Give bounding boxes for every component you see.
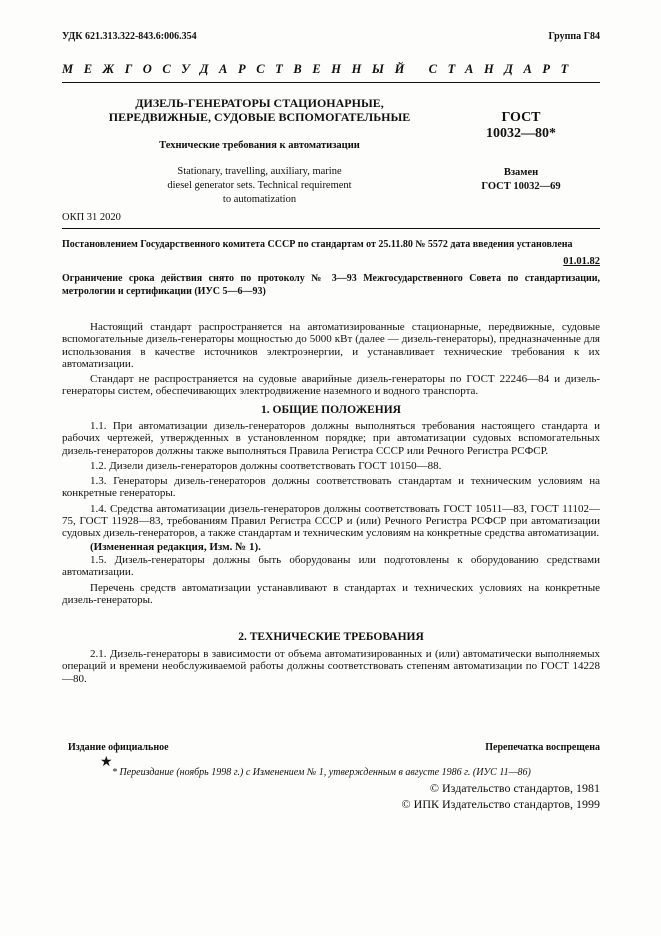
english-title-line-2: diesel generator sets. Technical requirement — [167, 180, 352, 191]
english-title — [92, 165, 427, 207]
intro-paragraph-1: Настоящий стандарт распространяется на автоматизированные стационарные, передвижные, судовые вспомогательные дизель-генераторы мощностью до 5000 кВт (далее — дизель-генераторы), предназначенные для использования в качестве источников электроэнергии, и устанавливает технические требования к их автоматизации. — [62, 321, 600, 370]
section-2-body — [62, 648, 600, 685]
english-title-line-1: Stationary, travelling, auxiliary, marine — [177, 166, 342, 177]
top-rule — [62, 82, 600, 83]
title-line-1: ДИЗЕЛЬ-ГЕНЕРАТОРЫ СТАЦИОНАРНЫЕ, — [135, 96, 384, 110]
standard-banner: МЕЖГОСУДАРСТВЕННЫЙ СТАНДАРТ — [62, 62, 579, 76]
english-title-line-3: to automatization — [222, 194, 297, 205]
section-2-title: 2. ТЕХНИЧЕСКИЕ ТРЕБОВАНИЯ — [238, 631, 424, 643]
gost-number: 10032—80* — [486, 126, 556, 141]
subtitle: Технические требования к автоматизации — [159, 140, 360, 151]
decree-text: Постановлением Государственного комитета СССР по стандартам от 25.11.80 № 5572 дата введения установлена — [62, 239, 573, 250]
clause-1-4: 1.4. Средства автоматизации дизель-генераторов должны соответствовать ГОСТ 10511—83, ГОСТ 11102—75, ГОСТ 11928—83, требованиям Правил Регистра СССР и (или) Речного Регистра РСФСР при автоматизации судовых дизель-генераторов, а также стандартам и техническим условиям на конкретные средства автоматизации. — [62, 502, 600, 540]
clause-2-1: 2.1. Дизель-генераторы в зависимости от объема автоматизированных и (или) автоматически выполняемых операций и времени необслуживаемой работы должны соответствовать степеням автоматизации по ГОСТ 14228—80. — [62, 648, 600, 685]
title-line-2: ПЕРЕДВИЖНЫЕ, СУДОВЫЕ ВСПОМОГАТЕЛЬНЫЕ — [108, 110, 411, 124]
star-icon: ★ — [100, 755, 113, 770]
title-block — [92, 96, 427, 207]
reprint-forbidden: Перепечатка воспрещена — [485, 742, 600, 753]
replace-label: Взамен — [503, 167, 539, 178]
limitation-text: Ограничение срока действия снято по протоколу № 3—93 Межгосударственного Совета по стандартизации, метрологии и сертификации (ИУС 5—6—93) — [62, 273, 600, 297]
group-code: Группа Г84 — [548, 31, 600, 42]
copyright-1981: © Издательство стандартов, 1981 — [429, 781, 600, 795]
clause-1-1: 1.1. При автоматизации дизель-генераторов должны выполняться требования настоящего стандарта и рабочих чертежей, утвержденных в установленном порядке; при автоматизации судовых вспомогательных дизель-генераторов должны также выполняться Правила Регистра СССР или Речного Регистра РСФСР. — [62, 420, 600, 457]
official-edition: Издание официальное — [68, 742, 169, 753]
decree-date: 01.01.82 — [563, 256, 600, 267]
intro-paragraph-2: Стандарт не распространяется на судовые аварийные дизель-генераторы по ГОСТ 22246—84 и дизель-генераторы систем, обеспечивающих электродвижение наземного и водного транспорта. — [62, 373, 600, 398]
replace-block — [462, 166, 580, 194]
reprint-note: * Переиздание (ноябрь 1998 г.) с Изменением № 1, утвержденным в августе 1986 г. (ИУС 11—86) — [112, 767, 531, 778]
clause-1-5: 1.5. Дизель-генераторы должны быть оборудованы или подготовлены к оборудованию средствами автоматизации. — [62, 553, 600, 579]
gost-block — [462, 110, 580, 194]
copyright-1999: © ИПК Издательство стандартов, 1999 — [401, 797, 600, 811]
clause-1-3: 1.3. Генераторы дизель-генераторов должны соответствовать стандартам и техническим условиям на конкретные генераторы. — [62, 475, 600, 500]
section-1-body — [62, 420, 600, 606]
udk-code: УДК 621.313.322-843.6:006.354 — [62, 31, 197, 42]
intro — [62, 321, 600, 398]
replace-number: ГОСТ 10032—69 — [481, 181, 561, 192]
clause-1-5-list: Перечень средств автоматизации устанавливают в стандартах и технических условиях на конкретные дизель-генераторы. — [62, 581, 600, 606]
okp-code: ОКП 31 2020 — [62, 212, 121, 223]
section-1-title: 1. ОБЩИЕ ПОЛОЖЕНИЯ — [261, 404, 401, 416]
amendment-note: (Измененная редакция, Изм. № 1). — [90, 540, 261, 553]
gost-label: ГОСТ — [501, 110, 541, 125]
clause-1-2: 1.2. Дизели дизель-генераторов должны соответствовать ГОСТ 10150—88. — [90, 459, 442, 472]
okp-rule — [62, 228, 600, 229]
